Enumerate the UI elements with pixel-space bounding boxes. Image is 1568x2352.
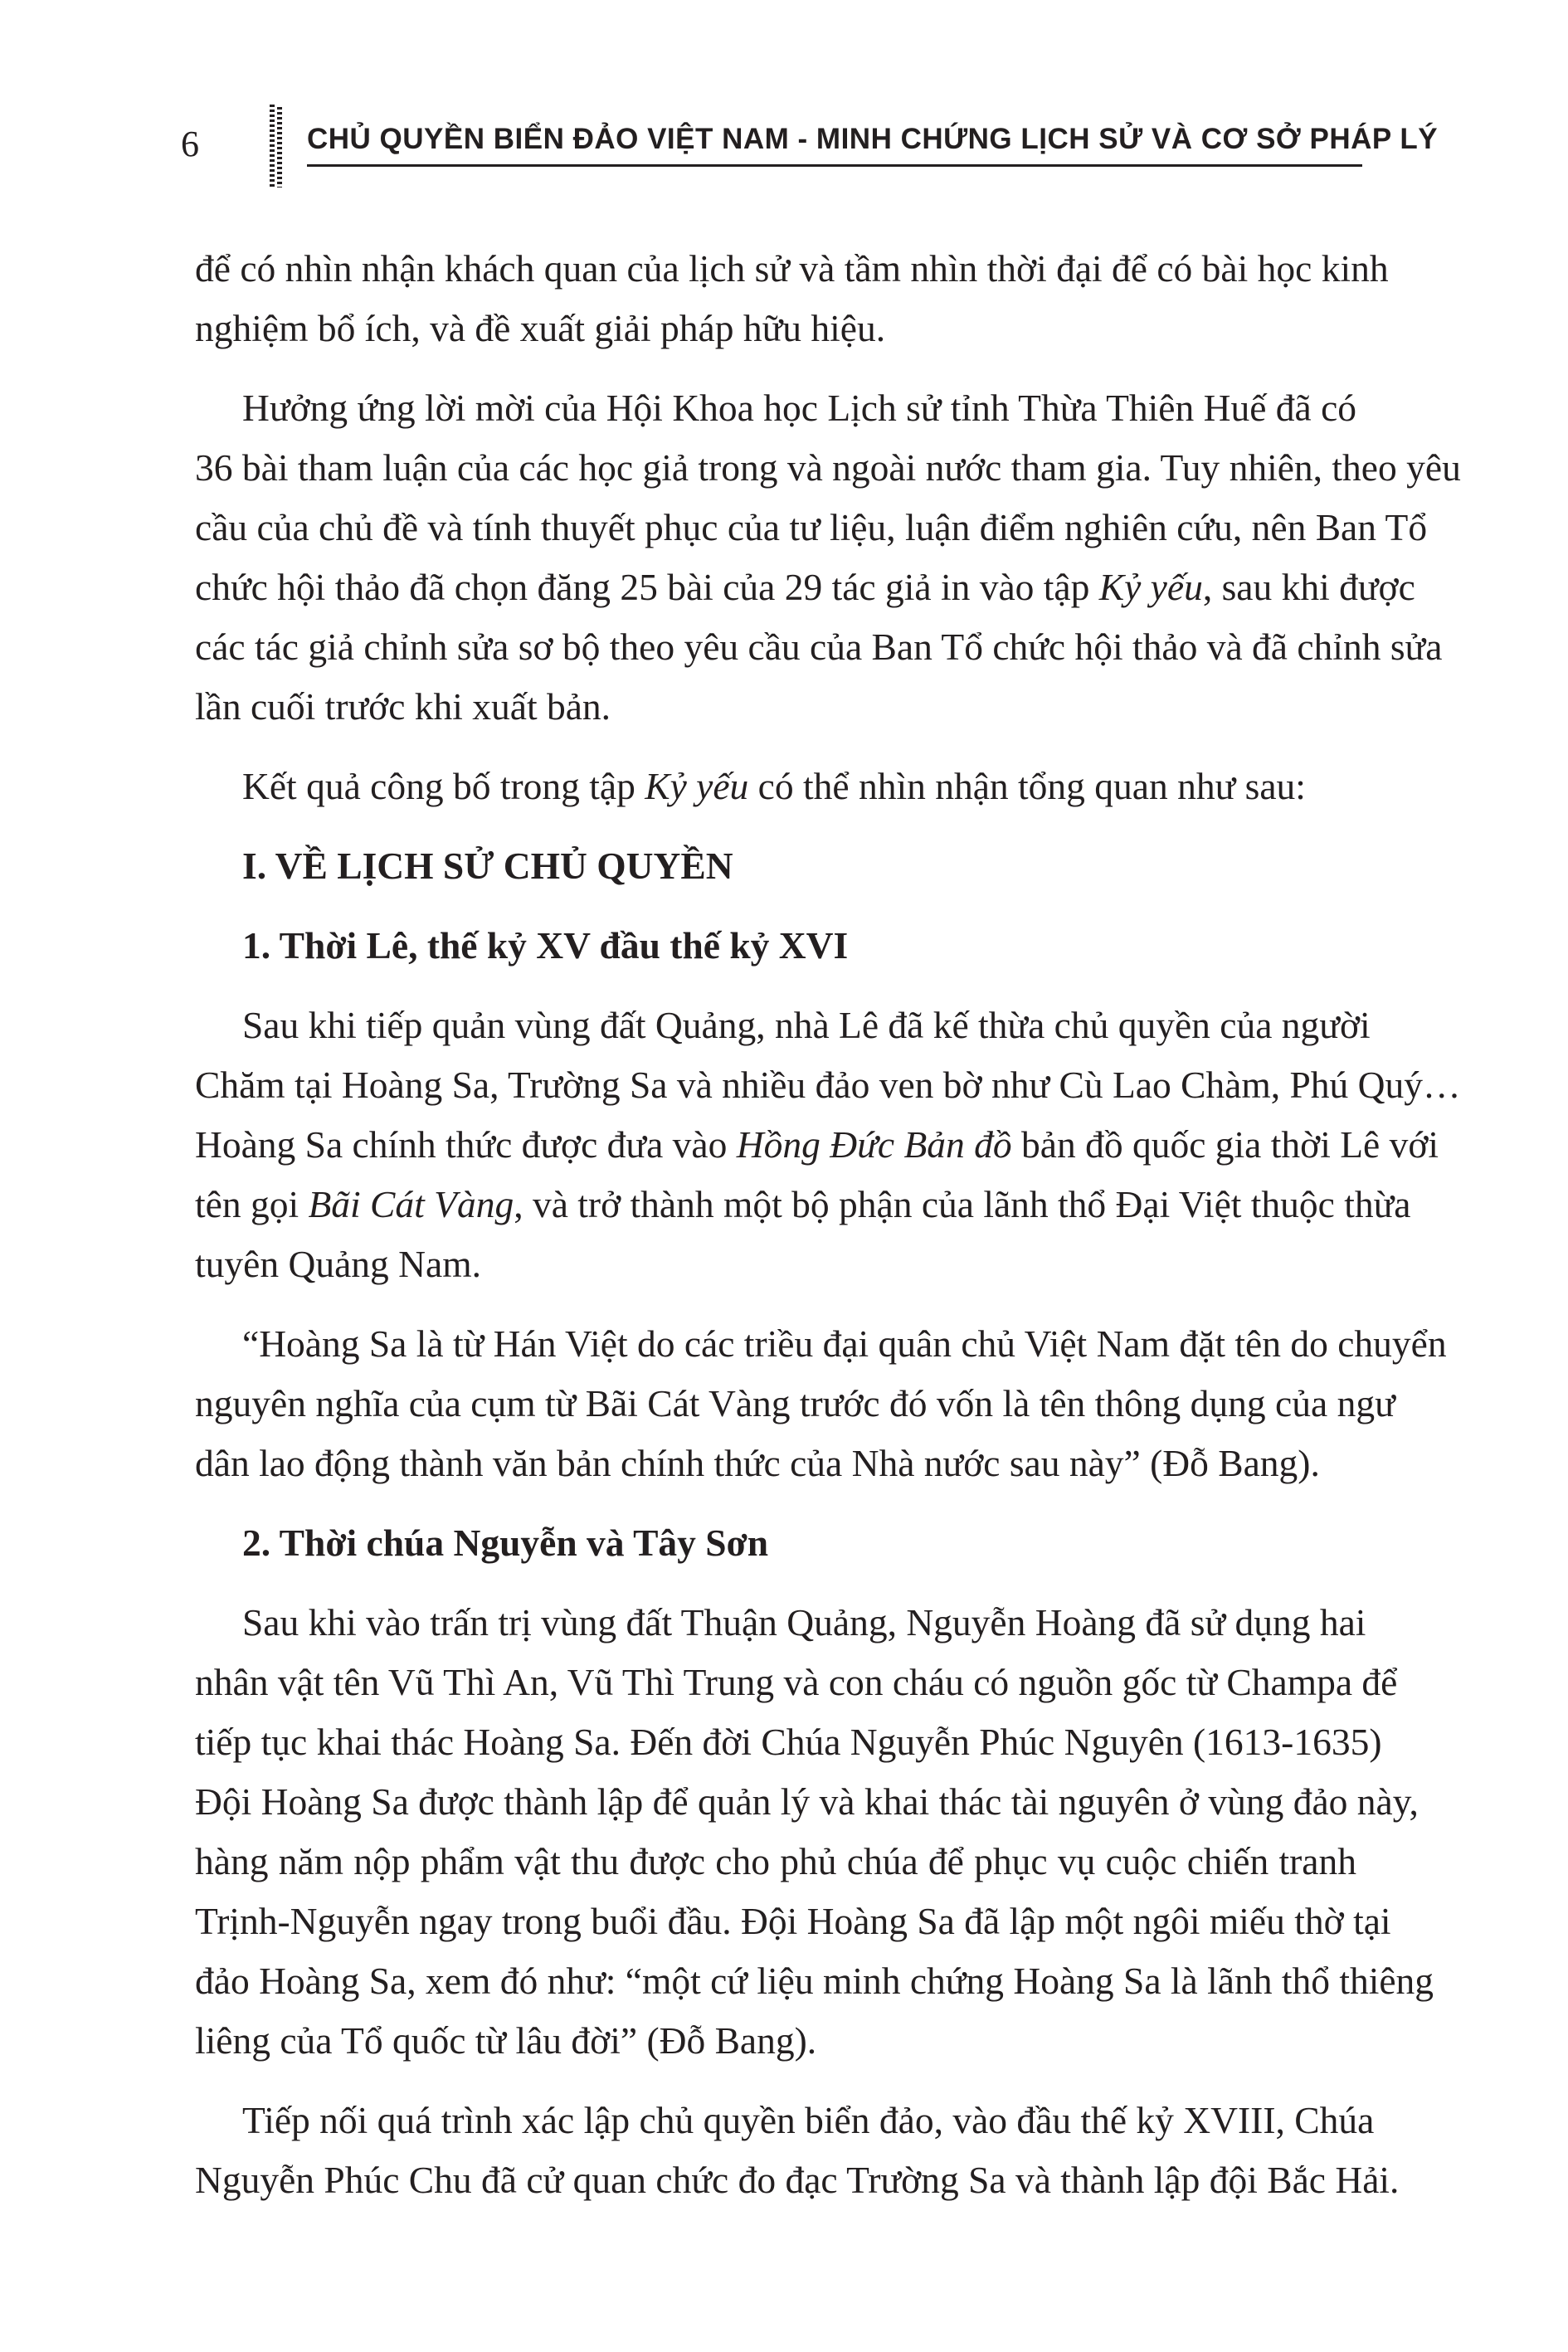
text-line xyxy=(195,757,1356,816)
text-line: tuyên Quảng Nam. xyxy=(195,1243,481,1285)
header-divider-ornament xyxy=(270,105,275,187)
text-line: Nguyễn Phúc Chu đã cử quan chức đo đạc Trường Sa và thành lập đội Bắc Hải. xyxy=(195,2159,1400,2201)
paragraph-5-quote xyxy=(195,1314,1447,1493)
text-run: , sau khi được xyxy=(1202,566,1415,608)
text-line: Chăm tại Hoàng Sa, Trường Sa và nhiều đảo ven bờ như Cù Lao Chàm, Phú Quý… xyxy=(195,1064,1461,1106)
paragraph-1 xyxy=(195,239,1389,358)
place-name: Bãi Cát Vàng xyxy=(308,1183,514,1225)
paragraph-7 xyxy=(195,2091,1400,2210)
text-line: Sau khi tiếp quản vùng đất Quảng, nhà Lê đã kế thừa chủ quyền của người xyxy=(242,1004,1371,1046)
text-line: lần cuối trước khi xuất bản. xyxy=(195,685,611,728)
text-line: Trịnh-Nguyễn ngay trong buổi đầu. Đội Hoàng Sa đã lập một ngôi miếu thờ tại xyxy=(195,1900,1391,1942)
text-line xyxy=(195,1175,1411,1234)
text-line: liêng của Tổ quốc từ lâu đời” (Đỗ Bang). xyxy=(195,2019,817,2062)
text-line: Tiếp nối quá trình xác lập chủ quyền biển đảo, vào đầu thế kỷ XVIII, Chúa xyxy=(242,2099,1375,2141)
text-line: Hưởng ứng lời mời của Hội Khoa học Lịch sử tỉnh Thừa Thiên Huế đã có xyxy=(242,387,1357,429)
paragraph-2 xyxy=(195,378,1461,737)
text-line xyxy=(195,558,1415,617)
text-run: Kết quả công bố trong tập xyxy=(242,765,645,807)
paragraph-3 xyxy=(195,757,1356,816)
subsection-heading: 2. Thời chúa Nguyễn và Tây Sơn xyxy=(242,1522,769,1564)
header-rule xyxy=(307,164,1362,167)
text-line: Đội Hoàng Sa được thành lập để quản lý và khai thác tài nguyên ở vùng đảo này, xyxy=(195,1780,1419,1823)
text-line: nhân vật tên Vũ Thì An, Vũ Thì Trung và con cháu có nguồn gốc từ Champa để xyxy=(195,1661,1398,1703)
text-line: nghiệm bổ ích, và đề xuất giải pháp hữu hiệu. xyxy=(195,307,886,349)
text-run: chức hội thảo đã chọn đăng 25 bài của 29 tác giả in vào tập xyxy=(195,566,1099,608)
text-run: , và trở thành một bộ phận của lãnh thổ Đại Việt thuộc thừa xyxy=(514,1183,1411,1225)
page-body xyxy=(195,239,1461,2210)
text-line: dân lao động thành văn bản chính thức của Nhà nước sau này” (Đỗ Bang). xyxy=(195,1442,1320,1484)
text-line: để có nhìn nhận khách quan của lịch sử và tầm nhìn thời đại để có bài học kinh xyxy=(195,247,1389,290)
paragraph-4 xyxy=(195,996,1461,1294)
header-divider-ornament xyxy=(277,105,282,187)
text-run: bản đồ quốc gia thời Lê với xyxy=(1011,1123,1439,1166)
map-title: Hồng Đức Bản đồ xyxy=(736,1123,1012,1166)
text-run: có thể nhìn nhận tổng quan như sau: xyxy=(748,765,1306,807)
subsection-heading: 1. Thời Lê, thế kỷ XV đầu thế kỷ XVI xyxy=(242,924,849,967)
text-line: các tác giả chỉnh sửa sơ bộ theo yêu cầu của Ban Tổ chức hội thảo và đã chỉnh sửa xyxy=(195,626,1443,668)
section-heading: I. VỀ LỊCH SỬ CHỦ QUYỀN xyxy=(242,845,733,887)
text-line: nguyên nghĩa của cụm từ Bãi Cát Vàng trước đó vốn là tên thông dụng của ngư xyxy=(195,1382,1395,1424)
publication-title: Kỷ yếu xyxy=(645,765,749,807)
page-number: 6 xyxy=(181,124,199,164)
text-line: “Hoàng Sa là từ Hán Việt do các triều đại quân chủ Việt Nam đặt tên do chuyển xyxy=(242,1322,1447,1365)
text-line: hàng năm nộp phẩm vật thu được cho phủ chúa để phục vụ cuộc chiến tranh xyxy=(195,1840,1356,1882)
text-line: cầu của chủ đề và tính thuyết phục của tư liệu, luận điểm nghiên cứu, nên Ban Tổ xyxy=(195,506,1428,548)
running-head: CHỦ QUYỀN BIỂN ĐẢO VIỆT NAM - MINH CHỨNG LỊCH SỬ VÀ CƠ SỞ PHÁP LÝ xyxy=(307,123,1439,155)
text-line: Sau khi vào trấn trị vùng đất Thuận Quảng, Nguyễn Hoàng đã sử dụng hai xyxy=(242,1601,1366,1643)
text-run: tên gọi xyxy=(195,1183,309,1225)
paragraph-6 xyxy=(195,1593,1434,2071)
publication-title: Kỷ yếu xyxy=(1098,566,1203,608)
text-line xyxy=(195,1115,1439,1175)
text-run: Hoàng Sa chính thức được đưa vào xyxy=(195,1123,737,1166)
text-line: tiếp tục khai thác Hoàng Sa. Đến đời Chúa Nguyễn Phúc Nguyên (1613-1635) xyxy=(195,1721,1382,1763)
text-line: đảo Hoàng Sa, xem đó như: “một cứ liệu minh chứng Hoàng Sa là lãnh thổ thiêng xyxy=(195,1960,1434,2002)
text-line: 36 bài tham luận của các học giả trong và ngoài nước tham gia. Tuy nhiên, theo yêu xyxy=(195,446,1461,489)
